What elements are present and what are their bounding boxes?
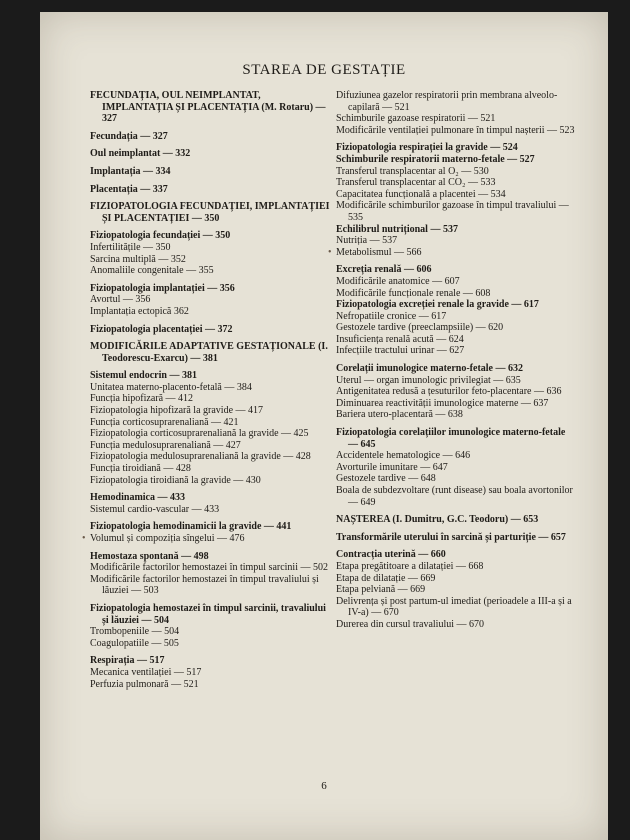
toc-entry bbox=[336, 363, 576, 375]
toc-entry bbox=[90, 451, 330, 463]
toc-entry bbox=[90, 667, 330, 679]
book-page bbox=[40, 12, 608, 840]
toc-entry bbox=[336, 532, 576, 544]
toc-entry-text: Boala de subdezvoltare (runt disease) sau boala avortonilor — 649 bbox=[336, 485, 573, 508]
toc-entry-text: Fiziopatologia hemodinamicii la gravide — 441 bbox=[90, 521, 292, 533]
toc-entry bbox=[90, 324, 330, 336]
toc-entry bbox=[90, 638, 330, 650]
toc-entry bbox=[336, 166, 576, 178]
toc-entry-text: Fecundația — 327 bbox=[90, 130, 168, 142]
toc-entry-text: Placentația — 337 bbox=[90, 183, 168, 195]
toc-entry-text: Fiziopatologia placentației — 372 bbox=[90, 323, 233, 335]
toc-entry bbox=[90, 492, 330, 504]
toc-entry bbox=[90, 254, 330, 266]
toc-entry bbox=[90, 242, 330, 254]
toc-entry bbox=[90, 655, 330, 667]
toc-entry-text: Anomaliile congenitale — 355 bbox=[90, 265, 214, 277]
toc-entry-text: Antigenitatea redusă a țesuturilor feto-placentare — 636 bbox=[336, 386, 562, 398]
toc-entry-text: Funcția medulosuprarenaliană — 427 bbox=[90, 439, 241, 451]
page-number: 6 bbox=[321, 780, 327, 792]
toc-entry-text: Corelații imunologice materno-fetale — 632 bbox=[336, 363, 523, 375]
toc-entry-text: Modificările ventilației pulmonare în timpul nașterii — 523 bbox=[336, 124, 575, 136]
toc-entry bbox=[336, 264, 576, 276]
toc-entry bbox=[336, 113, 576, 125]
toc-entry-text: FECUNDAȚIA, OUL NEIMPLANTAT, IMPLANTAȚIA ȘI PLACENTAȚIA (M. Rotaru) — 327 bbox=[90, 90, 326, 125]
toc-entry-text: Funcția tiroidiană — 428 bbox=[90, 463, 191, 475]
toc-entry-text: Mecanica ventilației — 517 bbox=[90, 666, 202, 678]
toc-entry bbox=[336, 386, 576, 398]
toc-entry bbox=[336, 224, 576, 236]
toc-entry bbox=[90, 562, 330, 574]
toc-entry-text: Fiziopatologia corticosuprarenaliană la gravide — 425 bbox=[90, 428, 309, 440]
toc-entry-text: Modificările schimburilor gazoase în timpul travaliului — 535 bbox=[336, 200, 569, 223]
toc-entry-text: Avortul — 356 bbox=[90, 294, 151, 306]
toc-entry bbox=[336, 514, 576, 526]
toc-entry-text: Difuziunea gazelor respiratorii prin membrana alveolo-capilară — 521 bbox=[336, 90, 558, 113]
toc-entry bbox=[336, 409, 576, 421]
toc-entry-text: Bariera utero-placentară — 638 bbox=[336, 409, 463, 421]
toc-entry bbox=[336, 288, 576, 300]
toc-entry-text: Sarcina multiplă — 352 bbox=[90, 253, 186, 265]
toc-entry-text: Schimburile respiratorii materno-fetale — 527 bbox=[336, 153, 535, 165]
toc-entry-text: MODIFICĂRILE ADAPTATIVE GESTAȚIONALE (I. Teodorescu-Exarcu) — 381 bbox=[90, 341, 328, 364]
toc-entry bbox=[336, 345, 576, 357]
toc-entry-text: Durerea din cursul travaliului — 670 bbox=[336, 618, 485, 630]
toc-entry bbox=[336, 299, 576, 311]
toc-entry-text: Transferul transplacentar al O₂ — 530 bbox=[336, 165, 489, 177]
toc-entry-text: Avorturile imunitare — 647 bbox=[336, 461, 448, 473]
toc-entry bbox=[90, 440, 330, 452]
toc-entry-text: Accidentele hematologice — 646 bbox=[336, 450, 471, 462]
toc-entry bbox=[90, 382, 330, 394]
page-title: STAREA DE GESTAȚIE bbox=[242, 62, 406, 78]
toc-entry-text: Fiziopatologia hemostazei în timpul sarcinii, travaliului și lăuziei — 504 bbox=[90, 602, 326, 626]
toc-entry-text: Unitatea materno-placento-fetală — 384 bbox=[90, 381, 252, 393]
toc-entry-text: Fiziopatologia medulosuprarenaliană la gravide — 428 bbox=[90, 451, 311, 463]
toc-entry-text: NAȘTEREA (I. Dumitru, G.C. Teodoru) — 653 bbox=[336, 514, 539, 526]
toc-entry bbox=[336, 177, 576, 189]
toc-entry-text: Contracția uterină — 660 bbox=[336, 549, 446, 561]
toc-entry bbox=[336, 142, 576, 154]
toc-entry-text: Etapa de dilatație — 669 bbox=[336, 572, 436, 584]
toc-entry-text: Modificările factorilor hemostazei în timpul travaliului și lăuziei — 503 bbox=[90, 573, 319, 597]
toc-entry-text: Infertilitățile — 350 bbox=[90, 241, 171, 253]
toc-entry-text: Metabolismul — 566 bbox=[336, 246, 422, 258]
toc-entry bbox=[336, 90, 576, 113]
toc-entry-text: Uterul — organ imunologic privilegiat — 635 bbox=[336, 374, 521, 386]
toc-entry bbox=[90, 306, 330, 318]
right-column bbox=[328, 90, 576, 631]
toc-entry bbox=[336, 584, 576, 596]
toc-entry bbox=[336, 485, 576, 508]
toc-entry-text: Capacitatea funcțională a placentei — 534 bbox=[336, 188, 506, 200]
toc-entry bbox=[90, 90, 330, 125]
toc-entry-text: Gestozele tardive (preeclampsiile) — 620 bbox=[336, 322, 504, 334]
toc-entry-text: FIZIOPATOLOGIA FECUNDAȚIEI, IMPLANTAȚIEI ȘI PLACENTAȚIEI — 350 bbox=[90, 201, 330, 224]
toc-entry-text: Modificările factorilor hemostazei în timpul sarcinii — 502 bbox=[90, 562, 328, 574]
toc-entry: • Metabolismul — 566 bbox=[328, 246, 422, 258]
toc-entry bbox=[90, 417, 330, 429]
toc-entry-text: Echilibrul nutrițional — 537 bbox=[336, 223, 458, 235]
toc-entry bbox=[90, 463, 330, 475]
toc-entry bbox=[90, 166, 330, 178]
toc-entry bbox=[336, 398, 576, 410]
toc-entry bbox=[90, 626, 330, 638]
toc-entry bbox=[90, 294, 330, 306]
toc-entry-text: Implantația ectopică 362 bbox=[90, 305, 189, 317]
toc-entry bbox=[90, 283, 330, 295]
toc-entry bbox=[336, 473, 576, 485]
toc-entry-text: Delivrența și post partum-ul imediat (perioadele a III-a și a IV-a) — 670 bbox=[336, 595, 572, 619]
toc-entry: • Volumul și compoziția sîngelui — 476 bbox=[82, 533, 245, 544]
toc-entry bbox=[90, 574, 330, 597]
toc-entry-text: Sistemul cardio-vascular — 433 bbox=[90, 503, 220, 515]
toc-entry-text: Funcția corticosuprarenaliană — 421 bbox=[90, 416, 239, 428]
toc-entry-text: Excreția renală — 606 bbox=[336, 264, 432, 276]
toc-entry-text: Respirația — 517 bbox=[90, 655, 165, 667]
toc-entry bbox=[336, 561, 576, 573]
toc-entry-text: Fiziopatologia fecundației — 350 bbox=[90, 230, 231, 242]
toc-entry bbox=[90, 148, 330, 160]
toc-entry-text: Fiziopatologia corelațiilor imunologice materno-fetale — 645 bbox=[336, 427, 566, 450]
toc-entry-text: Infecțiile tractului urinar — 627 bbox=[336, 345, 465, 357]
toc-entry-text: Nefropatiile cronice — 617 bbox=[336, 310, 447, 322]
toc-entry-text: Etapa pregătitoare a dilatației — 668 bbox=[336, 560, 484, 572]
toc-entry bbox=[90, 428, 330, 440]
toc-entry bbox=[90, 265, 330, 277]
toc-entry bbox=[336, 276, 576, 288]
toc-entry bbox=[90, 521, 330, 533]
toc-entry-text: Nutriția — 537 bbox=[336, 235, 398, 247]
toc-entry-text: Trombopeniile — 504 bbox=[90, 626, 180, 638]
toc-entry-text: Funcția hipofizară — 412 bbox=[90, 393, 194, 405]
toc-entry bbox=[336, 450, 576, 462]
toc-entry bbox=[90, 341, 330, 364]
toc-entry bbox=[336, 322, 576, 334]
toc-entry-text: Sistemul endocrin — 381 bbox=[90, 370, 197, 382]
toc-entry bbox=[336, 125, 576, 137]
toc-entry-text: Fiziopatologia hipofizară la gravide — 417 bbox=[90, 405, 264, 417]
toc-entry bbox=[90, 131, 330, 143]
toc-entry bbox=[90, 603, 330, 626]
toc-entry bbox=[90, 679, 330, 691]
toc-entry bbox=[90, 551, 330, 563]
toc-entry bbox=[90, 405, 330, 417]
toc-entry bbox=[336, 311, 576, 323]
toc-entry-text: Coagulopatiile — 505 bbox=[90, 637, 179, 649]
toc-entry bbox=[336, 596, 576, 619]
toc-entry-text: Hemostaza spontană — 498 bbox=[90, 550, 209, 562]
toc-entry bbox=[90, 504, 330, 516]
toc-entry-text: Fiziopatologia implantației — 356 bbox=[90, 282, 235, 294]
toc-entry bbox=[90, 370, 330, 382]
toc-entry-text: Fiziopatologia respirației la gravide — 524 bbox=[336, 142, 518, 154]
toc-entry-text: Schimburile gazoase respiratorii — 521 bbox=[336, 113, 496, 125]
toc-entry-text: Implantația — 334 bbox=[90, 165, 171, 177]
toc-entry-text: Oul neimplantat — 332 bbox=[90, 148, 191, 160]
toc-entry bbox=[90, 230, 330, 242]
toc-entry-text: Insuficiența renală acută — 624 bbox=[336, 333, 464, 345]
toc-entry bbox=[336, 427, 576, 450]
toc-entry-text: Transformările uterului în sarcină și parturiție — 657 bbox=[336, 531, 566, 543]
toc-entry bbox=[336, 154, 576, 166]
toc-entry bbox=[336, 334, 576, 346]
toc-entry bbox=[336, 462, 576, 474]
toc-entry bbox=[90, 201, 330, 224]
toc-entry bbox=[336, 375, 576, 387]
toc-entry-text: Gestozele tardive — 648 bbox=[336, 473, 436, 485]
toc-entry bbox=[90, 475, 330, 487]
toc-entry-text: Hemodinamica — 433 bbox=[90, 492, 185, 504]
toc-entry bbox=[90, 393, 330, 405]
toc-entry bbox=[336, 573, 576, 585]
toc-entry bbox=[336, 189, 576, 201]
toc-entry-text: Etapa pelviană — 669 bbox=[336, 584, 426, 596]
toc-entry-text: Diminuarea reactivității imunologice materne — 637 bbox=[336, 397, 549, 409]
toc-entry-text: Perfuzia pulmonară — 521 bbox=[90, 678, 199, 690]
toc-entry-text: Fiziopatologia excreției renale la gravide — 617 bbox=[336, 299, 539, 311]
toc-entry bbox=[336, 200, 576, 223]
toc-entry-text: Modificările anatomice — 607 bbox=[336, 275, 460, 287]
toc-entry bbox=[336, 619, 576, 631]
left-column bbox=[82, 90, 330, 690]
toc-entry bbox=[336, 235, 576, 247]
toc-entry bbox=[336, 549, 576, 561]
toc-entry-text: Fiziopatologia tiroidiană la gravide — 430 bbox=[90, 474, 261, 486]
toc-entry bbox=[90, 184, 330, 196]
toc-entry-text: Volumul și compoziția sîngelui — 476 bbox=[90, 533, 245, 544]
toc-entry-text: Modificările funcționale renale — 608 bbox=[336, 287, 491, 299]
toc-entry-text: Transferul transplacentar al CO₂ — 533 bbox=[336, 177, 496, 189]
